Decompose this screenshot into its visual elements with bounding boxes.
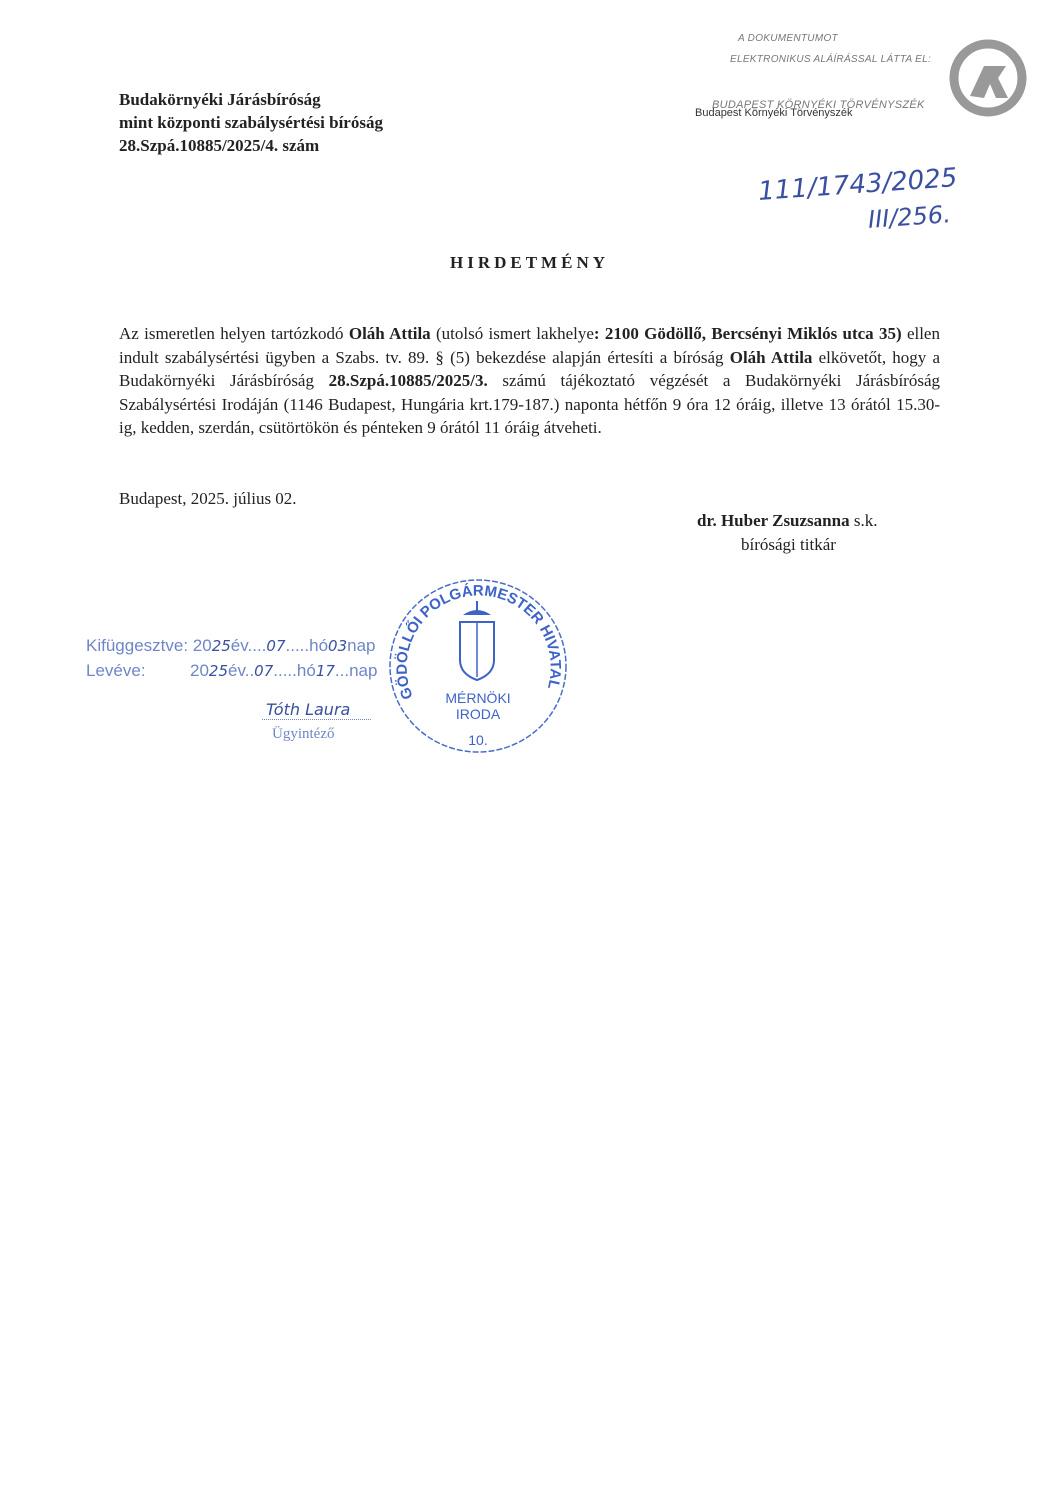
- court-logo-icon: [948, 38, 1028, 123]
- removed-month: 07: [254, 662, 274, 680]
- svg-text:GÖDÖLLŐI POLGÁRMESTER HIVATAL: [394, 582, 564, 701]
- posted-day: 03: [328, 637, 348, 655]
- esig-line1: A DOKUMENTUMOT: [738, 33, 838, 44]
- body-text: elkövetőt, hogy a Budakörnyéki Járásbíróság: [119, 347, 940, 390]
- person-name: Oláh Attila: [729, 347, 813, 367]
- removed-prefix: 20: [190, 661, 209, 680]
- body-text: Az ismeretlen helyen tartózkodó: [119, 324, 349, 343]
- stamp-ring-text: GÖDÖLLŐI POLGÁRMESTER HIVATAL: [393, 582, 564, 702]
- removed-year: 25: [208, 662, 229, 680]
- office-stamp: [383, 577, 573, 755]
- body-text: (utolsó ismert lakhelye: [430, 324, 594, 343]
- notice-body: [119, 322, 940, 440]
- document-title: HIRDETMÉNY: [449, 253, 609, 272]
- signer-name: dr. Huber Zsuzsanna: [697, 511, 850, 530]
- signer-suffix: s.k.: [849, 511, 878, 530]
- posted-month: 07: [266, 637, 286, 655]
- body-text: számú tájékoztató végzését a Budakörnyéki Járásbíróság Szabálysértési Irodáján (1146 Budapest, Hungária krt.179-187.) naponta hétfőn 9 óra 12 óráig, illetve 13 órától 15.30-ig, kedden, szerdán, csütörtökön és pénteken 9 órától 11 óráig átveheti.: [119, 371, 941, 437]
- ho-label: hó: [309, 636, 329, 655]
- referenced-case-number: 28.Szpá.10885/2025/3.: [328, 371, 488, 390]
- court-name: Budakörnyéki Járásbíróság: [119, 90, 321, 109]
- stamp-number: 10.: [468, 732, 488, 748]
- posted-label: Kifüggesztve: 20: [86, 636, 212, 655]
- signer-role: bírósági titkár: [741, 535, 836, 554]
- removed-line: Levéve: 2025év..07.....hó17...nap: [86, 661, 378, 680]
- ev-label: év: [230, 636, 248, 655]
- body-text: ellen indult szabálysértési ügyben a Szabs. tv. 89. § (5) bekezdése alapján értesíti a bíróság: [119, 324, 940, 367]
- stamp-line1: MÉRNÖKI: [445, 690, 511, 706]
- coat-of-arms-icon: [460, 601, 494, 680]
- signer-block: [697, 511, 877, 531]
- official-signature: Tóth Laura: [262, 700, 371, 720]
- posted-line: Kifüggesztve: 2025év....07.....hó03nap: [86, 636, 376, 655]
- nap-label: nap: [347, 636, 376, 655]
- stamp-line2: IRODA: [455, 706, 501, 722]
- person-name: Oláh Attila: [348, 324, 431, 343]
- ev-label: év: [228, 661, 245, 680]
- nap-label: nap: [349, 661, 378, 680]
- ho-label: hó: [296, 661, 316, 680]
- case-number: 28.Szpá.10885/2025/4. szám: [119, 136, 320, 155]
- handwritten-reference-2: III/256.: [867, 200, 952, 234]
- esig-line4: Budapest Környéki Törvényszék: [695, 107, 853, 119]
- esig-line3: BUDAPEST KÖRNYÉKI TÖRVÉNYSZÉK: [712, 99, 925, 111]
- date-place: Budapest, 2025. július 02.: [119, 489, 297, 508]
- handwritten-reference-1: 111/1743/2025: [757, 163, 959, 207]
- official-label: Ügyintéző: [272, 726, 335, 742]
- court-subtitle: mint központi szabálysértési bíróság: [119, 113, 383, 132]
- posted-year: 25: [211, 637, 231, 655]
- court-header: [119, 88, 383, 157]
- esig-line2: ELEKTRONIKUS ALÁÍRÁSSAL LÁTTA EL:: [730, 54, 932, 65]
- removed-label: Levéve:: [86, 661, 146, 680]
- removed-day: 17: [315, 662, 335, 680]
- address: : 2100 Gödöllő, Bercsényi Miklós utca 35): [593, 324, 902, 343]
